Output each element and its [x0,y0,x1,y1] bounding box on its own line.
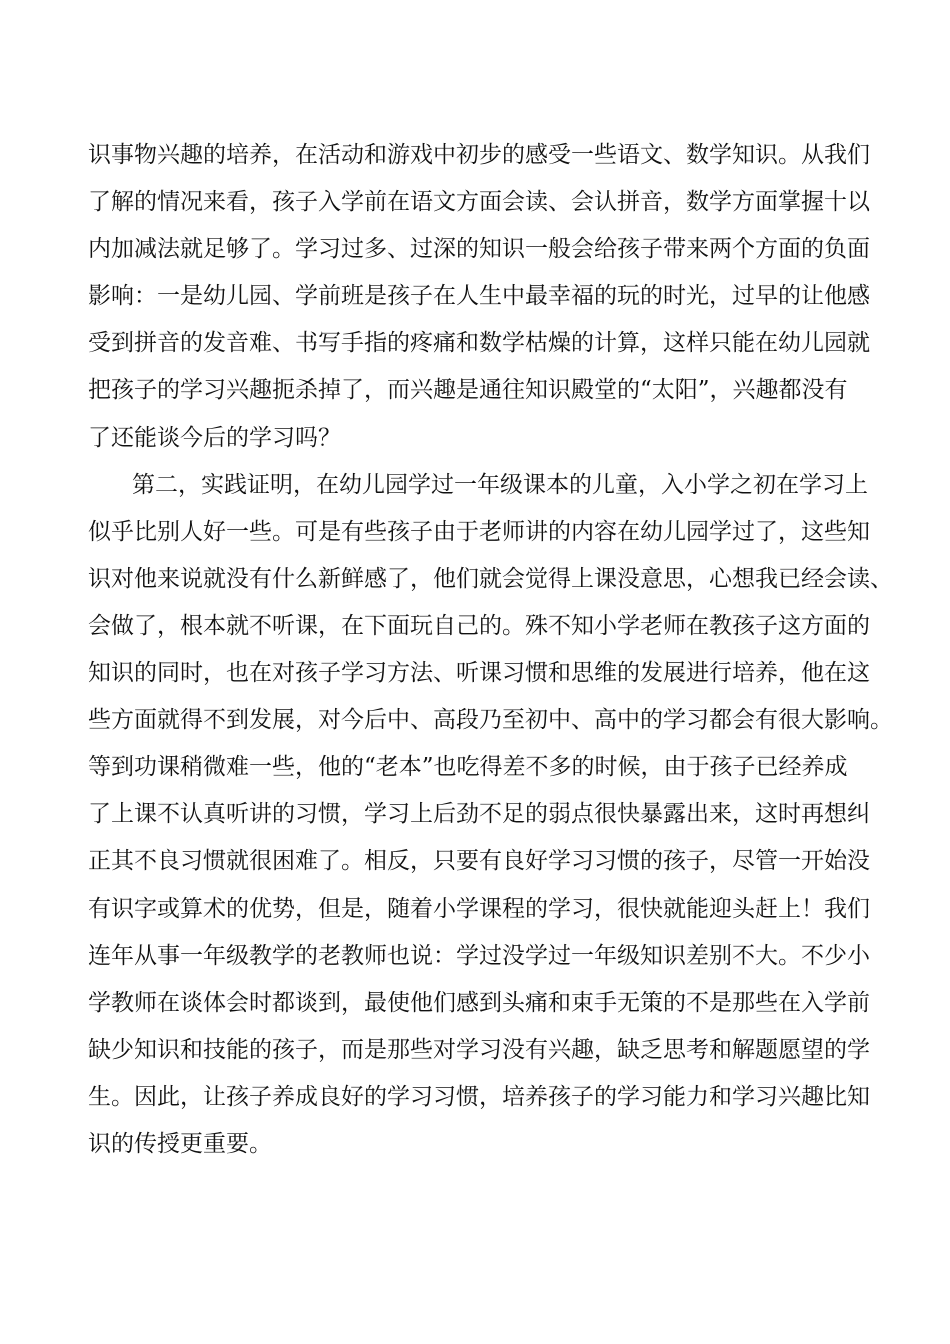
text-line: 识事物兴趣的培养，在活动和游戏中初步的感受一些语文、数学知识。从我们 [88,142,870,168]
text-line: 受到拼音的发音难、书写手指的疼痛和数学枯燥的计算，这样只能在幼儿园就 [88,330,870,357]
text-line: 第二，实践证明，在幼儿园学过一年级课本的儿童，入小学之初在学习上 [132,471,868,498]
text-line: 会做了，根本就不听课，在下面玩自己的。殊不知小学老师在教孩子这方面的 [88,612,870,639]
text-line: 内加减法就足够了。学习过多、过深的知识一般会给孩子带来两个方面的负面 [88,236,870,263]
text-line: 学教师在谈体会时都谈到，最使他们感到头痛和束手无策的不是那些在入学前 [88,989,870,1016]
text-line: 了还能谈今后的学习吗？ [88,424,341,451]
text-line: 些方面就得不到发展，对今后中、高段乃至初中、高中的学习都会有很大影响。 [88,707,893,734]
text-line: 了解的情况来看，孩子入学前在语文方面会读、会认拼音，数学方面掌握十以 [88,189,870,216]
text-line: 缺少知识和技能的孩子，而是那些对学习没有兴趣，缺乏思考和解题愿望的学 [88,1036,870,1063]
paragraph-2 [88,462,893,1168]
text-line: 生。因此，让孩子养成良好的学习习惯，培养孩子的学习能力和学习兴趣比知 [88,1083,870,1110]
text-line: 有识字或算术的优势，但是，随着小学课程的学习，很快就能迎头赶上！我们 [88,895,870,922]
text-line: 连年从事一年级教学的老教师也说：学过没学过一年级知识差别不大。不少小 [88,942,870,969]
paragraph-1 [88,132,868,462]
document-body [88,132,893,1168]
text-line: 了上课不认真听讲的习惯，学习上后劲不足的弱点很快暴露出来，这时再想纠 [88,801,870,828]
text-line: 知识的同时，也在对孩子学习方法、听课习惯和思维的发展进行培养，他在这 [88,660,870,687]
text-line: 识对他来说就没有什么新鲜感了，他们就会觉得上课没意思，心想我已经会读、 [88,565,893,592]
text-line: 正其不良习惯就很困难了。相反，只要有良好学习习惯的孩子，尽管一开始没 [88,848,870,875]
text-line: 影响：一是幼儿园、学前班是孩子在人生中最幸福的玩的时光，过早的让他感 [88,283,870,310]
text-line: 似乎比别人好一些。可是有些孩子由于老师讲的内容在幼儿园学过了，这些知 [88,518,870,545]
text-line: 识的传授更重要。 [88,1130,272,1157]
text-line: 把孩子的学习兴趣扼杀掉了，而兴趣是通往知识殿堂的“太阳”，兴趣都没有 [88,377,848,404]
text-line: 等到功课稍微难一些，他的“老本”也吃得差不多的时候，由于孩子已经养成 [88,754,848,781]
